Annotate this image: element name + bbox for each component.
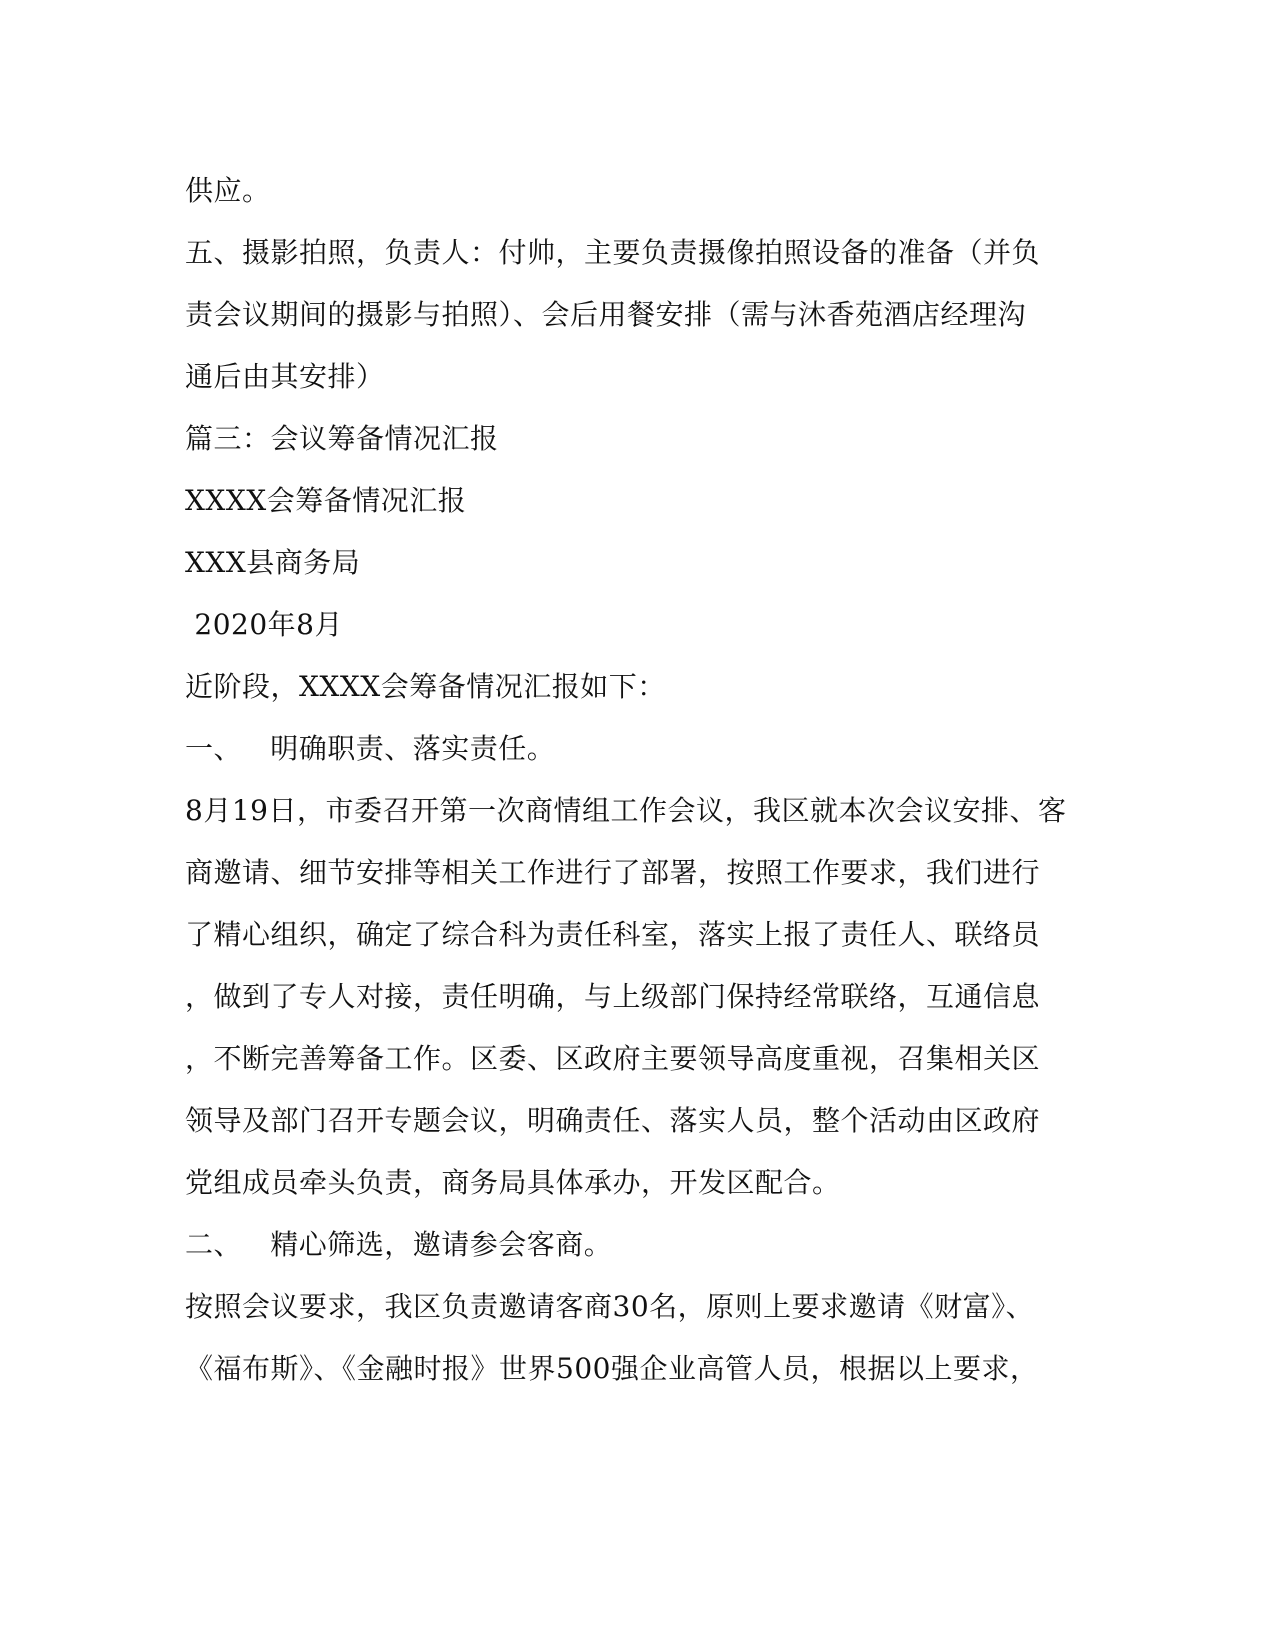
text-line: 《福布斯》、《金融时报》世界500强企业高管人员，根据以上要求， bbox=[185, 1352, 1039, 1385]
text-line: 按照会议要求，我区负责邀请客商30名，原则上要求邀请《财富》、 bbox=[185, 1290, 1035, 1323]
text-line: 五、摄影拍照，负责人：付帅，主要负责摄像拍照设备的准备（并负 bbox=[185, 236, 1041, 269]
subsection-heading: 二、 精心筛选，邀请参会客商。 bbox=[185, 1228, 613, 1261]
text-line: 商邀请、细节安排等相关工作进行了部署，按照工作要求，我们进行 bbox=[185, 856, 1041, 889]
report-date: 2020年8月 bbox=[185, 608, 343, 641]
text-line: 近阶段，XXXX会筹备情况汇报如下： bbox=[185, 670, 666, 703]
section-heading: 篇三：会议筹备情况汇报 bbox=[185, 422, 499, 455]
text-line: 通后由其安排） bbox=[185, 360, 385, 393]
text-line: 8月19日，市委召开第一次商情组工作会议，我区就本次会议安排、客 bbox=[185, 794, 1067, 827]
subsection-heading: 一、 明确职责、落实责任。 bbox=[185, 732, 556, 765]
text-line: 供应。 bbox=[185, 174, 271, 207]
text-line: 责会议期间的摄影与拍照）、会后用餐安排（需与沐香苑酒店经理沟 bbox=[185, 298, 1027, 331]
text-line: 了精心组织，确定了综合科为责任科室，落实上报了责任人、联络员 bbox=[185, 918, 1041, 951]
text-line: ，不断完善筹备工作。区委、区政府主要领导高度重视，召集相关区 bbox=[185, 1042, 1041, 1075]
text-line: 领导及部门召开专题会议，明确责任、落实人员，整个活动由区政府 bbox=[185, 1104, 1041, 1137]
text-line: ，做到了专人对接，责任明确，与上级部门保持经常联络，互通信息 bbox=[185, 980, 1041, 1013]
document-body bbox=[185, 160, 1067, 1400]
report-author: XXX县商务局 bbox=[185, 546, 361, 579]
report-title: XXXX会筹备情况汇报 bbox=[185, 484, 467, 517]
text-line: 党组成员牵头负责，商务局具体承办，开发区配合。 bbox=[185, 1166, 841, 1199]
